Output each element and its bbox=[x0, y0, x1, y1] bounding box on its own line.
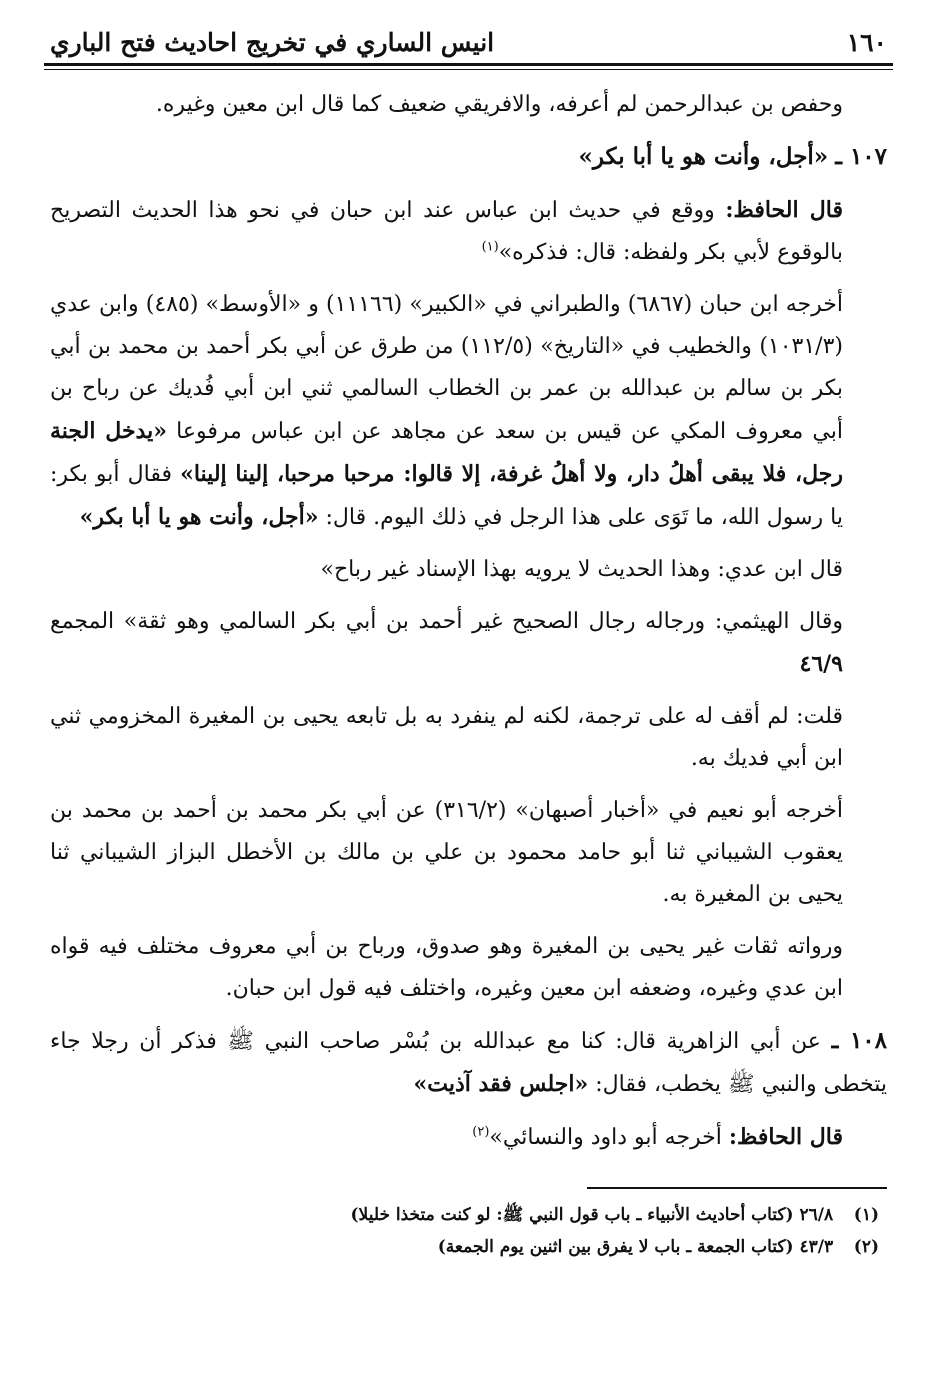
paragraph-hafiz-108: قال الحافظ: أخرجه أبو داود والنسائي»$^{(٢)}$ bbox=[472, 1124, 843, 1150]
header-rule-thin bbox=[44, 69, 893, 70]
paragraph-ruwat: ورواته ثقات غير يحيى بن المغيرة وهو صدوق، ورباح بن أبي معروف مختلف فيه قواه ابن عدي وغيره، وضعفه ابن معين وغيره، واختلف فيه قول ابن حبان. bbox=[50, 934, 843, 1001]
footnote-item bbox=[44, 1231, 893, 1263]
footnote-ref: (٢) bbox=[472, 1124, 490, 1140]
paragraph-abu-nuaym: أخرجه أبو نعيم في «أخبار أصبهان» (٣١٦/٢) عن أبي بكر محمد بن أحمد بن محمد بن يعقوب الشيباني ثنا أبو حامد محمود بن علي بن مالك بن الأخطل البزاز الشيباني ثنا يحيى بن المغيرة به. bbox=[50, 798, 843, 907]
paragraph-haythami: وقال الهيثمي: ورجاله رجال الصحيح غير أحمد بن أبي بكر السالمي وهو ثقة» المجمع ٤٦/٩ bbox=[50, 609, 843, 677]
page-number: ١٦٠ bbox=[846, 28, 887, 57]
paragraph-hafs: وحفص بن عبدالرحمن لم أعرفه، والافريقي ضعيف كما قال ابن معين وغيره. bbox=[155, 92, 843, 117]
paragraph-qultu: قلت: لم أقف له على ترجمة، لكنه لم ينفرد به بل تابعه يحيى بن المغيرة المخزومي ثني ابن أبي فديك به. bbox=[50, 704, 843, 771]
footnote-separator bbox=[587, 1187, 887, 1189]
footnote-text: ٤٣/٣ (كتاب الجمعة ـ باب لا يفرق بين اثنين يوم الجمعة) bbox=[437, 1237, 834, 1257]
paragraph-takhrij-107: أخرجه ابن حبان (٦٨٦٧) والطبراني في «الكبير» (١١١٦٦) و «الأوسط» (٤٨٥) وابن عدي (١٠٣١/٣) والخطيب في «التاريخ» (١١٢/٥) من طرق عن أبي بكر أحمد بن محمد بن أبي بكر بن سالم بن عبدالله بن عمر بن الخطاب السالمي ثني ابن أبي فُديك عن رباح بن أبي معروف المكي عن قيس بن سعد عن مجاهد عن ابن عباس مرفوعا «يدخل الجنة رجل، فلا يبقى أهلُ دار، ولا أهلُ غرفة، إلا قالوا: مرحبا مرحبا، إلينا إلينا» فقال أبو بكر: يا رسول الله، ما تَوَى على هذا الرجل في ذلك اليوم. قال: «أجل، وأنت هو يا أبا بكر» bbox=[50, 292, 843, 530]
hadith-108: ١٠٨ ـ عن أبي الزاهرية قال: كنا مع عبدالله بن بُسْر صاحب النبي ﷺ فذكر أن رجلا جاء يتخطى والنبي ﷺ يخطب، فقال: «اجلس فقد آذيت» bbox=[50, 1027, 887, 1097]
header-rule-thick bbox=[44, 63, 893, 66]
hadith-107-heading bbox=[44, 136, 893, 179]
book-title: انيس الساري في تخريج احاديث فتح الباري bbox=[50, 28, 495, 57]
paragraph-lead: قال الحافظ: bbox=[728, 1124, 843, 1150]
paragraph-lead: قال الحافظ: bbox=[725, 197, 843, 223]
footnote-ref: (١) bbox=[481, 239, 499, 255]
hadith-quote: «يدخل الجنة رجل، فلا يبقى أهلُ دار، ولا أهلُ غرفة، إلا قالوا: مرحبا مرحبا، إلينا إلينا» bbox=[50, 418, 843, 487]
majma-ref: ٤٦/٩ bbox=[799, 651, 843, 677]
hadith-quote-end: «أجل، وأنت هو يا أبا بكر» bbox=[79, 504, 319, 530]
footnote-text: ٢٦/٨ (كتاب أحاديث الأنبياء ـ باب قول النبي ﷺ: لو كنت متخذا خليلا) bbox=[350, 1205, 834, 1225]
footnote-number: (٢) bbox=[853, 1237, 879, 1257]
hadith-number: ١٠٧ ـ bbox=[835, 143, 887, 170]
footnote-number: (١) bbox=[853, 1205, 879, 1225]
hadith-quote: «اجلس فقد آذيت» bbox=[413, 1071, 589, 1097]
paragraph-hafiz-107: قال الحافظ: ووقع في حديث ابن عباس عند ابن حبان في نحو هذا الحديث التصريح بالوقوع لأبي بكر ولفظه: قال: فذكره»$^{(١)}$ bbox=[50, 197, 843, 265]
hadith-title: «أجل، وأنت هو يا أبا بكر» bbox=[578, 143, 829, 170]
page-header bbox=[44, 28, 893, 61]
paragraph-ibn-adi: قال ابن عدي: وهذا الحديث لا يرويه بهذا الإسناد غير رباح» bbox=[320, 557, 843, 582]
footnote-item bbox=[44, 1199, 893, 1231]
hadith-number: ١٠٨ ـ bbox=[831, 1027, 887, 1054]
